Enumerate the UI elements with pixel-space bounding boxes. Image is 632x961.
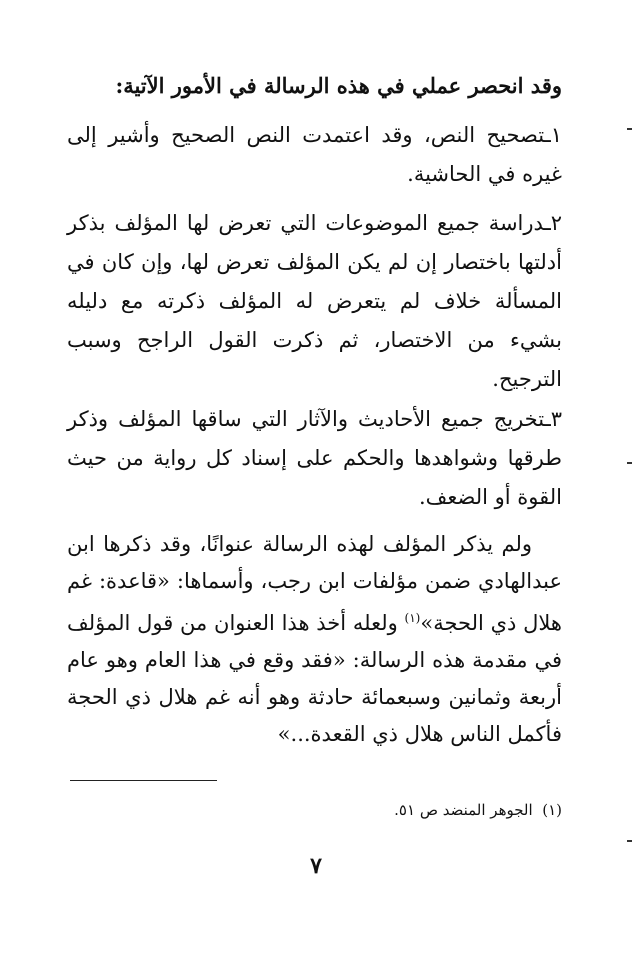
list-item-number: ٣ـ [544, 407, 562, 431]
margin-mark [627, 128, 632, 130]
list-item [67, 204, 562, 399]
footnote-divider [70, 780, 217, 781]
list-item-number: ٢ـ [544, 211, 562, 235]
section-heading: وقد انحصر عملي في هذه الرسالة في الأمور الآتية: [115, 73, 562, 98]
footnote-reference: (١) [404, 611, 421, 625]
footnote [67, 798, 562, 822]
footnote-text: الجوهر المنضد ص ٥١. [394, 801, 533, 819]
list-item-text: دراسة جميع الموضوعات التي تعرض لها المؤلف بذكر أدلتها باختصار إن لم يكن المؤلف تعرض لها، وإن كان في المسألة خلاف لم يتعرض له المؤلف ذكرته مع دليله بشيء من الاختصار، ثم ذكرت القول الراجح وسبب الترجيح. [67, 211, 562, 391]
paragraph-text-continued: ولعله أخذ هذا العنوان من قول المؤلف في مقدمة هذه الرسالة: «فقد وقع في هذا العام وهو عام أربعة وثمانين وسبعمائة حادثة وهو أنه غم هلال ذي الحجة فأكمل الناس هلال ذي القعدة...» [67, 611, 562, 746]
footnote-marker: (١) [542, 801, 562, 819]
margin-mark [627, 462, 632, 464]
paragraph-text: ولم يذكر المؤلف لهذه الرسالة عنوانًا، وقد ذكرها ابن عبدالهادي ضمن مؤلفات ابن رجب، وأسماها: «قاعدة: غم هلال ذي الحجة» [67, 532, 562, 635]
list-item [67, 116, 562, 194]
list-item [67, 400, 562, 517]
page-number: ٧ [310, 853, 322, 879]
margin-mark [627, 840, 632, 842]
body-paragraph [67, 526, 562, 753]
list-item-text: تصحيح النص، وقد اعتمدت النص الصحيح وأشير إلى غيره في الحاشية. [67, 123, 562, 186]
list-item-text: تخريج جميع الأحاديث والآثار التي ساقها المؤلف وذكر طرقها وشواهدها والحكم على إسناد كل رواية من حيث القوة أو الضعف. [67, 407, 562, 509]
list-item-number: ١ـ [544, 123, 562, 147]
